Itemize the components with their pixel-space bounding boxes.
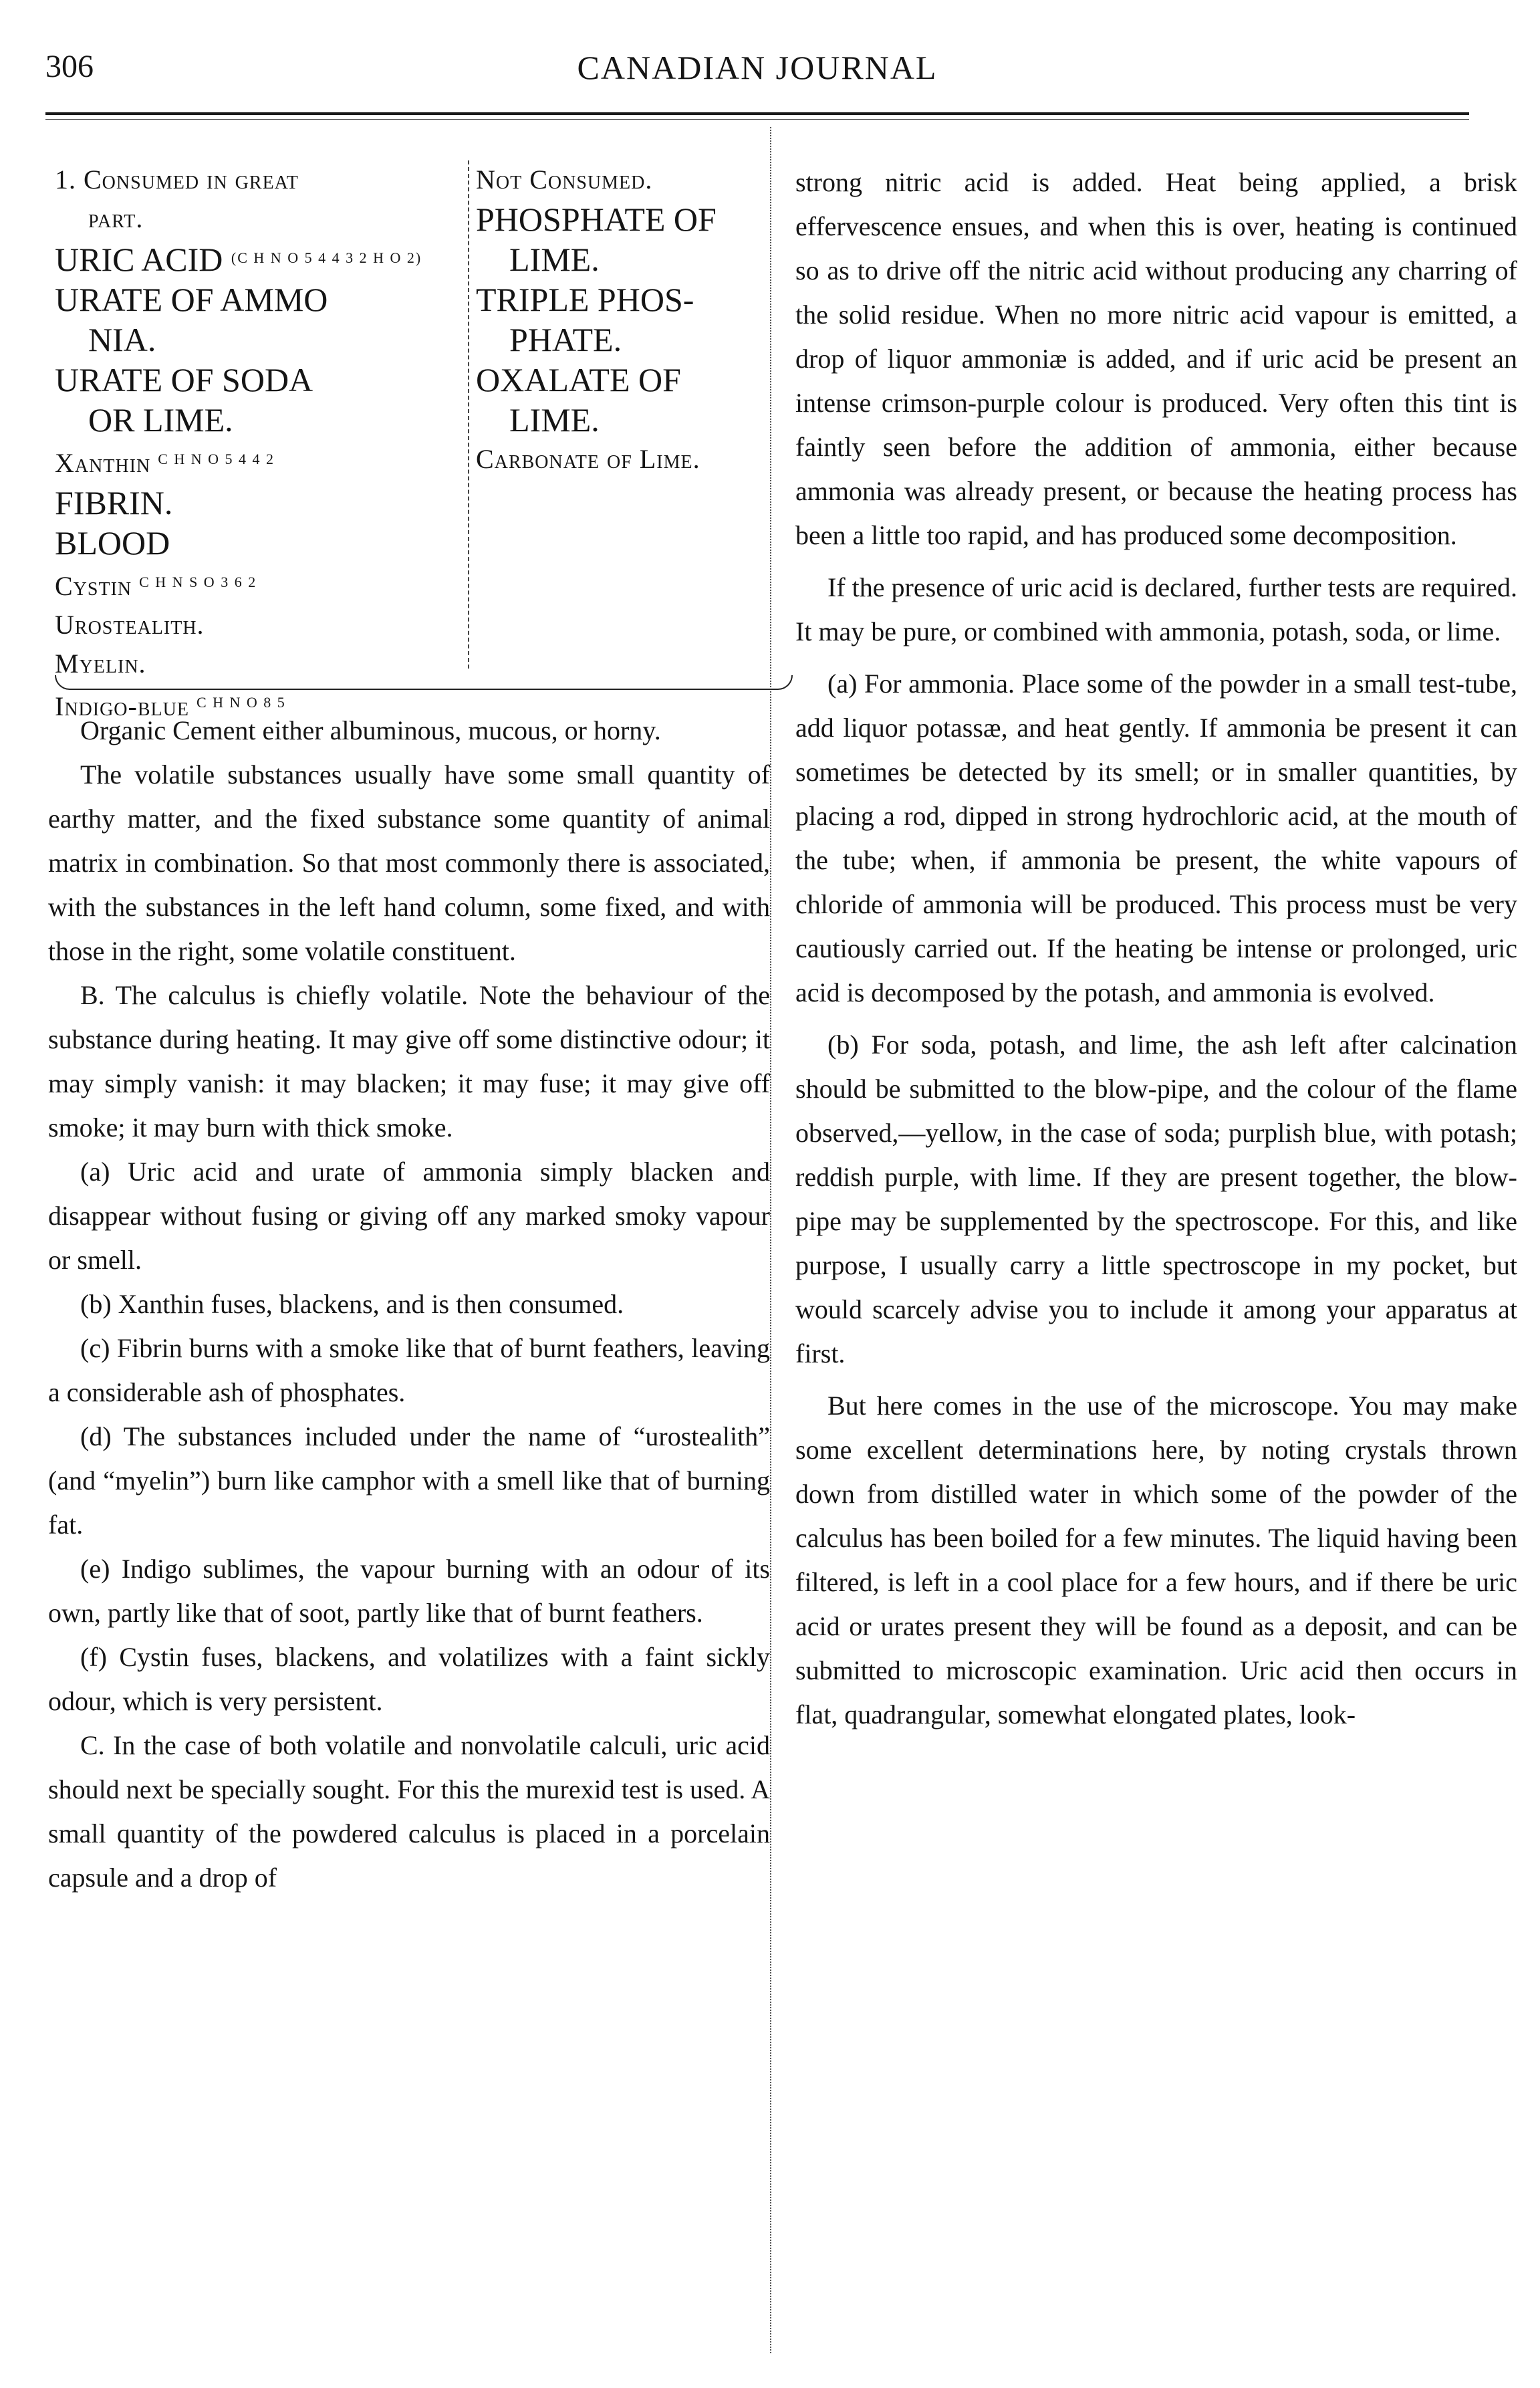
indigo-formula: C H N O 8 5	[196, 694, 286, 711]
header-rule	[45, 112, 1469, 115]
not-consumed-heading: Not Consumed.	[476, 164, 653, 195]
urostealith-entry: Urostealith.	[55, 610, 205, 640]
paragraph: But here comes in the use of the microscope. You may make some excellent determinations here, by noting crystals thrown down from distilled water in which some of the powder of the calculus has been boiled for a few minutes. The liquid having been filtered, is left in a cool place for a few hours, and if there be uric acid or urates present they will be found as a deposit, and can be submitted to microscopic examination. Uric acid then occurs in flat, quadrangular, somewhat elongated plates, look-	[795, 1391, 1517, 1729]
uric-acid-entry	[55, 238, 463, 279]
paragraph: If the presence of uric acid is declared, further tests are required. It may be pure, or combined with ammonia, potash, soda, or lime.	[795, 572, 1517, 646]
paragraph: (d) The substances included under the name of “urostealith” (and “myelin”) burn like camphor with a smell like that of burning fat.	[48, 1421, 770, 1540]
calculi-table	[48, 160, 770, 721]
paragraph: (c) Fibrin burns with a smoke like that of burnt feathers, leaving a considerable ash of phosphates.	[48, 1333, 770, 1407]
uric-acid-formula: (C H N O 5 4 4 3 2 H O 2)	[231, 249, 422, 266]
paragraph: (b) Xanthin fuses, blackens, and is then consumed.	[80, 1289, 624, 1319]
oxalate-entry: OXALATE OF	[476, 361, 681, 398]
xanthin-entry	[55, 440, 463, 483]
cystin-formula: C H N S O 3 6 2	[139, 574, 257, 590]
paragraph: C. In the case of both volatile and nonvolatile calculi, uric acid should next be specially sought. For this the murexid test is used. A small quantity of the powdered calculus is placed in a porcelain capsule and a drop of	[48, 1730, 770, 1893]
triple-phosphate-entry-cont: PHATE.	[509, 321, 622, 358]
carbonate-entry: Carbonate of Lime.	[476, 444, 700, 474]
table-bracket	[55, 675, 793, 690]
paragraph: strong nitric acid is added. Heat being applied, a brisk effervescence ensues, and when this is over, heating is continued so as to drive off the nitric acid without producing any charring of the solid residue. When no more nitric acid vapour is emitted, a drop of liquor ammoniæ is added, and if uric acid be present an intense crimson-purple colour is produced. Very often this tint is faintly seen before the addition of ammonia, either because ammonia was already present, or because the heating process has been a little too rapid, and has produced some decomposition.	[795, 167, 1517, 550]
xanthin-formula: C H N O 5 4 4 2	[158, 451, 275, 467]
paragraph: (a) Uric acid and urate of ammonia simply blacken and disappear without fusing or giving off any marked smoky vapour or smell.	[48, 1157, 770, 1275]
urate-ammonia-entry: URATE OF AMMO	[55, 281, 328, 318]
triple-phosphate-entry: TRIPLE PHOS-	[476, 281, 694, 318]
left-column	[48, 160, 770, 1900]
paragraph: (a) For ammonia. Place some of the powder in a small test-tube, add liquor potassæ, and heat gently. If ammonia be present it can sometimes be detected by its smell; or in smaller quantities, by placing a rod, dipped in strong hydrochloric acid, at the mouth of the tube; when, if ammonia be present, the white vapours of chloride of ammonia will be produced. This process must be very cautiously carried out. If the heating be intense or prolonged, uric acid is decomposed by the potash, and ammonia is evolved.	[795, 669, 1517, 1007]
consumed-heading-cont: part.	[88, 203, 144, 233]
paragraph: B. The calculus is chiefly volatile. Note the behaviour of the substance during heating. It may give off some distinctive odour; it may simply vanish: it may blacken; it may fuse; it may give off smoke; it may burn with thick smoke.	[48, 980, 770, 1143]
running-head: CANADIAN JOURNAL	[577, 49, 938, 86]
cystin-entry	[55, 563, 463, 606]
column-divider	[770, 127, 771, 2353]
paragraph: (e) Indigo sublimes, the vapour burning with an odour of its own, partly like that of soot, partly like that of burnt feathers.	[48, 1554, 770, 1628]
paragraph: (f) Cystin fuses, blackens, and volatilizes with a faint sickly odour, which is very persistent.	[48, 1642, 770, 1716]
header-rule-thin	[45, 119, 1469, 120]
fibrin-entry: FIBRIN.	[55, 484, 173, 521]
cystin-label: Cystin	[55, 571, 132, 601]
right-column	[795, 160, 1517, 1737]
phosphate-entry: PHOSPHATE OF	[476, 201, 717, 238]
urate-soda-entry-cont: OR LIME.	[88, 401, 233, 439]
uric-acid-label: URIC ACID	[55, 241, 223, 278]
urate-ammonia-entry-cont: NIA.	[88, 321, 156, 358]
myelin-entry: Myelin.	[55, 648, 146, 679]
consumed-heading: 1. Consumed in great	[55, 164, 299, 195]
consumed-column	[55, 160, 463, 726]
oxalate-entry-cont: LIME.	[509, 401, 600, 439]
indigo-label: Indigo-blue	[55, 691, 189, 721]
not-consumed-column	[476, 160, 770, 479]
xanthin-label: Xanthin	[55, 448, 151, 478]
paragraph: (b) For soda, potash, and lime, the ash left after calcination should be submitted to the blow-pipe, and the colour of the flame observed,—yellow, in the case of soda; purplish blue, with potash; reddish purple, with lime. If they are present together, the blow-pipe may be supplemented by the spectroscope. For this, and like purpose, I usually carry a little spectroscope in my pocket, but would scarcely advise you to include it among your apparatus at first.	[795, 1030, 1517, 1368]
blood-entry: BLOOD	[55, 524, 170, 562]
paragraph: Organic Cement either albuminous, mucous, or horny.	[80, 715, 661, 745]
page-number: 306	[45, 49, 94, 84]
table-vertical-rule	[468, 160, 469, 669]
page-header	[45, 41, 1469, 102]
phosphate-entry-cont: LIME.	[509, 241, 600, 278]
paragraph: The volatile substances usually have some small quantity of earthy matter, and the fixed substance some quantity of animal matrix in combination. So that most commonly there is associated, with the substances in the left hand column, some fixed, and with those in the right, some volatile constituent.	[48, 759, 770, 966]
urate-soda-entry: URATE OF SODA	[55, 361, 313, 398]
